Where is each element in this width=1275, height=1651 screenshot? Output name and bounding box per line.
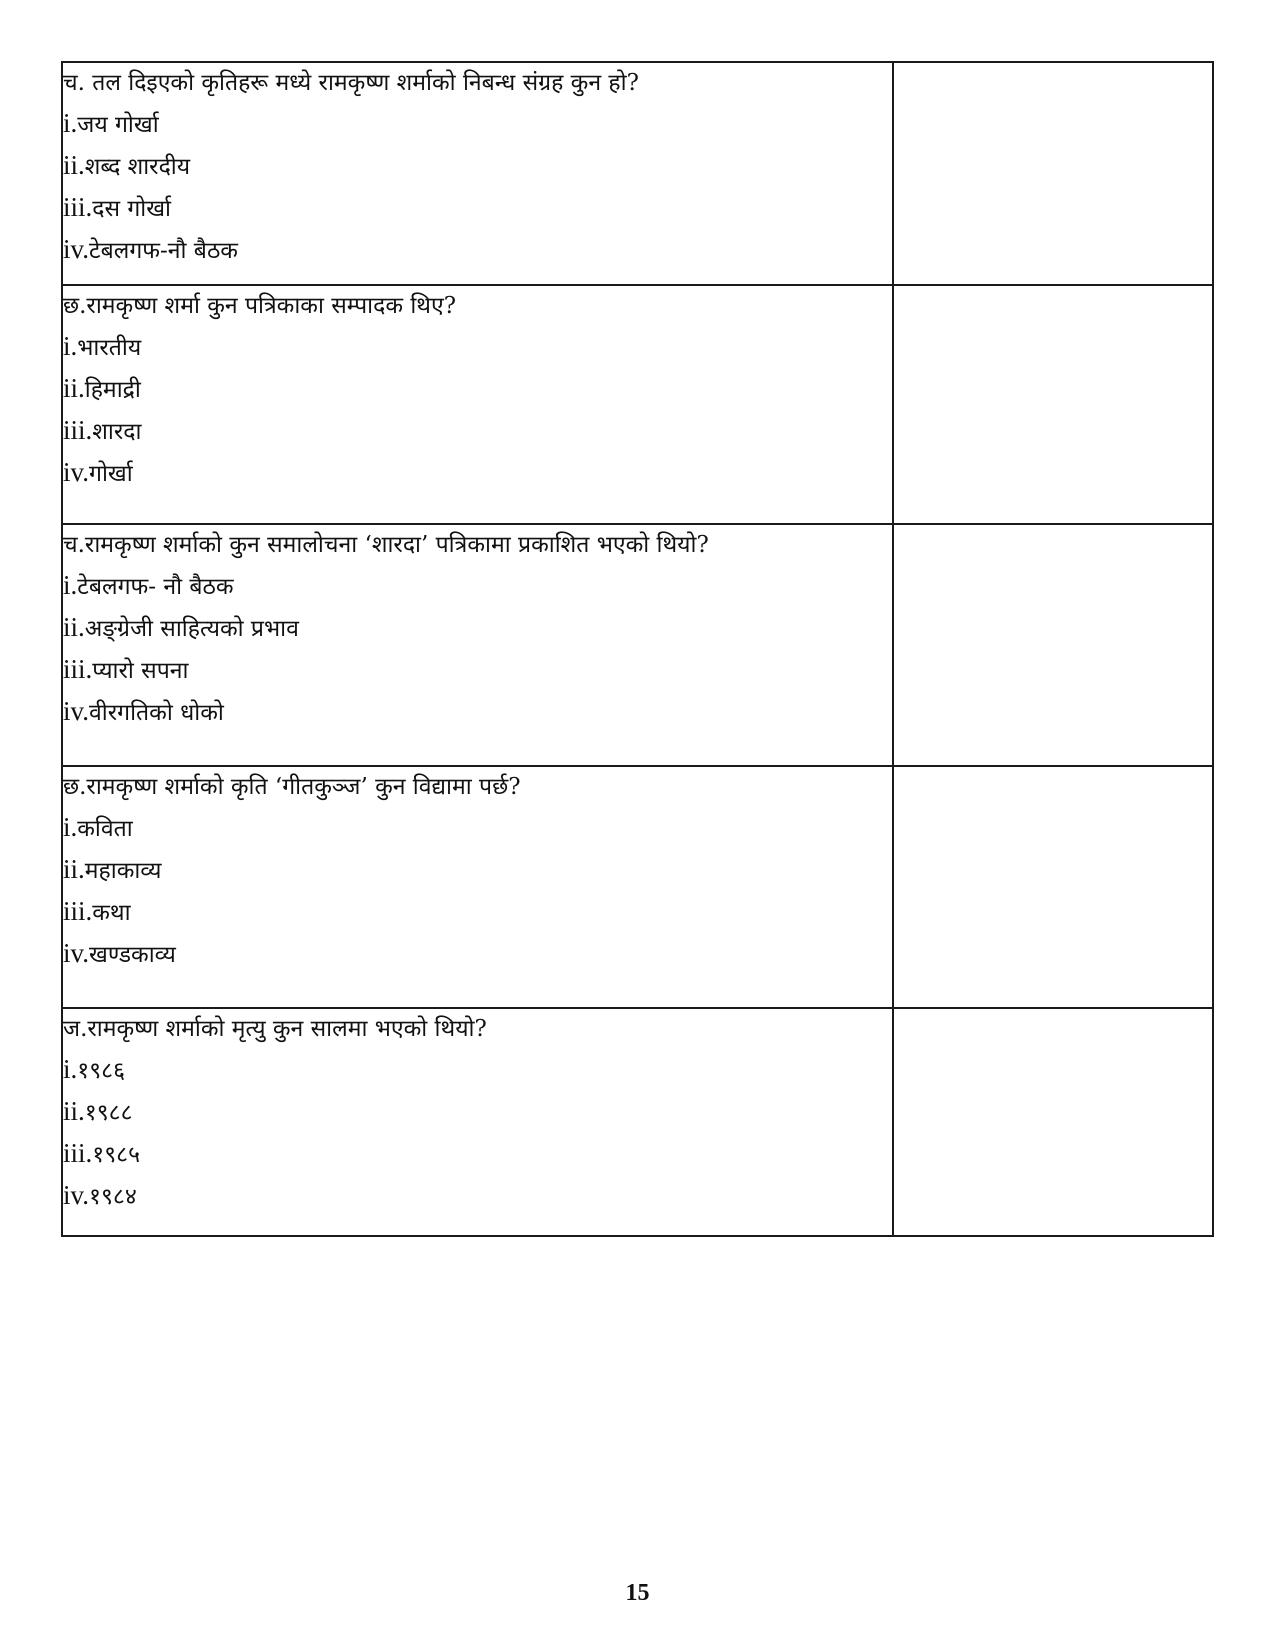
option	[63, 103, 892, 145]
question-cell	[62, 1008, 893, 1236]
question-text: च.रामकृष्ण शर्माको कुन समालोचना ‘शारदा’ पत्रिकामा प्रकाशित भएको थियो?	[63, 532, 709, 558]
answer-cell	[893, 1008, 1213, 1236]
option	[63, 1133, 892, 1175]
option-marker: iii.	[63, 1138, 93, 1168]
question-text: च. तल दिइएको कृतिहरू मध्ये रामकृष्ण शर्माको निबन्ध संग्रह कुन हो?	[63, 70, 639, 96]
answer-cell	[893, 766, 1213, 1008]
option	[63, 145, 892, 187]
option	[63, 1175, 892, 1217]
option	[63, 933, 892, 975]
option-marker: iv.	[63, 1180, 89, 1210]
option	[63, 368, 892, 410]
option-text: भारतीय	[77, 335, 142, 361]
question-text: ज.रामकृष्ण शर्माको मृत्यु कुन सालमा भएको थियो?	[63, 1016, 487, 1042]
option-marker: iii.	[63, 654, 93, 684]
option	[63, 1049, 892, 1091]
option	[63, 410, 892, 452]
option-text: हिमाद्री	[84, 377, 141, 403]
option-marker: i.	[63, 570, 78, 600]
option-marker: ii.	[63, 1096, 85, 1126]
option-text: टेबलगफ-नौ बैठक	[89, 238, 238, 264]
option-text: टेबलगफ- नौ बैठक	[77, 574, 234, 600]
question-row	[62, 285, 1213, 524]
option-text: १९८५	[92, 1142, 141, 1168]
option-marker: ii.	[63, 373, 85, 403]
option-marker: ii.	[63, 612, 85, 642]
option-text: प्यारो सपना	[92, 658, 189, 684]
option	[63, 187, 892, 229]
option-marker: iii.	[63, 896, 93, 926]
answer-cell	[893, 62, 1213, 285]
option	[63, 649, 892, 691]
option-text: जय गोर्खा	[77, 112, 159, 138]
option-text: वीरगतिको धोको	[89, 700, 224, 726]
option-text: १९८८	[84, 1100, 133, 1126]
option-text: कथा	[92, 900, 131, 926]
option	[63, 849, 892, 891]
question-row	[62, 766, 1213, 1008]
option-marker: iii.	[63, 192, 93, 222]
option-text: १९८४	[89, 1184, 137, 1210]
option-text: महाकाव्य	[84, 858, 162, 884]
option-marker: i.	[63, 108, 78, 138]
question-text: छ.रामकृष्ण शर्माको कृति ‘गीतकुञ्ज’ कुन विद्यामा पर्छ?	[63, 774, 521, 800]
option-text: १९८६	[77, 1058, 126, 1084]
option-text: शारदा	[92, 419, 142, 445]
option-marker: iv.	[63, 457, 89, 487]
option-marker: iv.	[63, 938, 89, 968]
option	[63, 691, 892, 733]
option	[63, 326, 892, 368]
option-marker: iv.	[63, 696, 89, 726]
option	[63, 891, 892, 933]
option	[63, 607, 892, 649]
page-number: 15	[625, 1580, 650, 1606]
question-cell	[62, 62, 893, 285]
option-marker: iv.	[63, 234, 89, 264]
question-row	[62, 1008, 1213, 1236]
option-marker: i.	[63, 812, 78, 842]
option-marker: ii.	[63, 854, 85, 884]
option	[63, 807, 892, 849]
option-text: गोर्खा	[89, 461, 133, 487]
option-text: कविता	[77, 816, 133, 842]
option-text: अङ्ग्रेजी साहित्यको प्रभाव	[84, 616, 299, 642]
question-row	[62, 62, 1213, 285]
option-text: दस गोर्खा	[92, 196, 172, 222]
option-marker: i.	[63, 1054, 78, 1084]
option-marker: ii.	[63, 150, 85, 180]
option-marker: i.	[63, 331, 78, 361]
option-marker: iii.	[63, 415, 93, 445]
question-table	[61, 61, 1214, 1237]
answer-cell	[893, 524, 1213, 766]
question-cell	[62, 766, 893, 1008]
option	[63, 565, 892, 607]
question-row	[62, 524, 1213, 766]
option	[63, 452, 892, 494]
option-text: शब्द शारदीय	[84, 154, 191, 180]
question-cell	[62, 524, 893, 766]
question-text: छ.रामकृष्ण शर्मा कुन पत्रिकाका सम्पादक थिए?	[63, 293, 457, 319]
option	[63, 229, 892, 271]
answer-cell	[893, 285, 1213, 524]
option	[63, 1091, 892, 1133]
question-cell	[62, 285, 893, 524]
option-text: खण्डकाव्य	[89, 942, 176, 968]
